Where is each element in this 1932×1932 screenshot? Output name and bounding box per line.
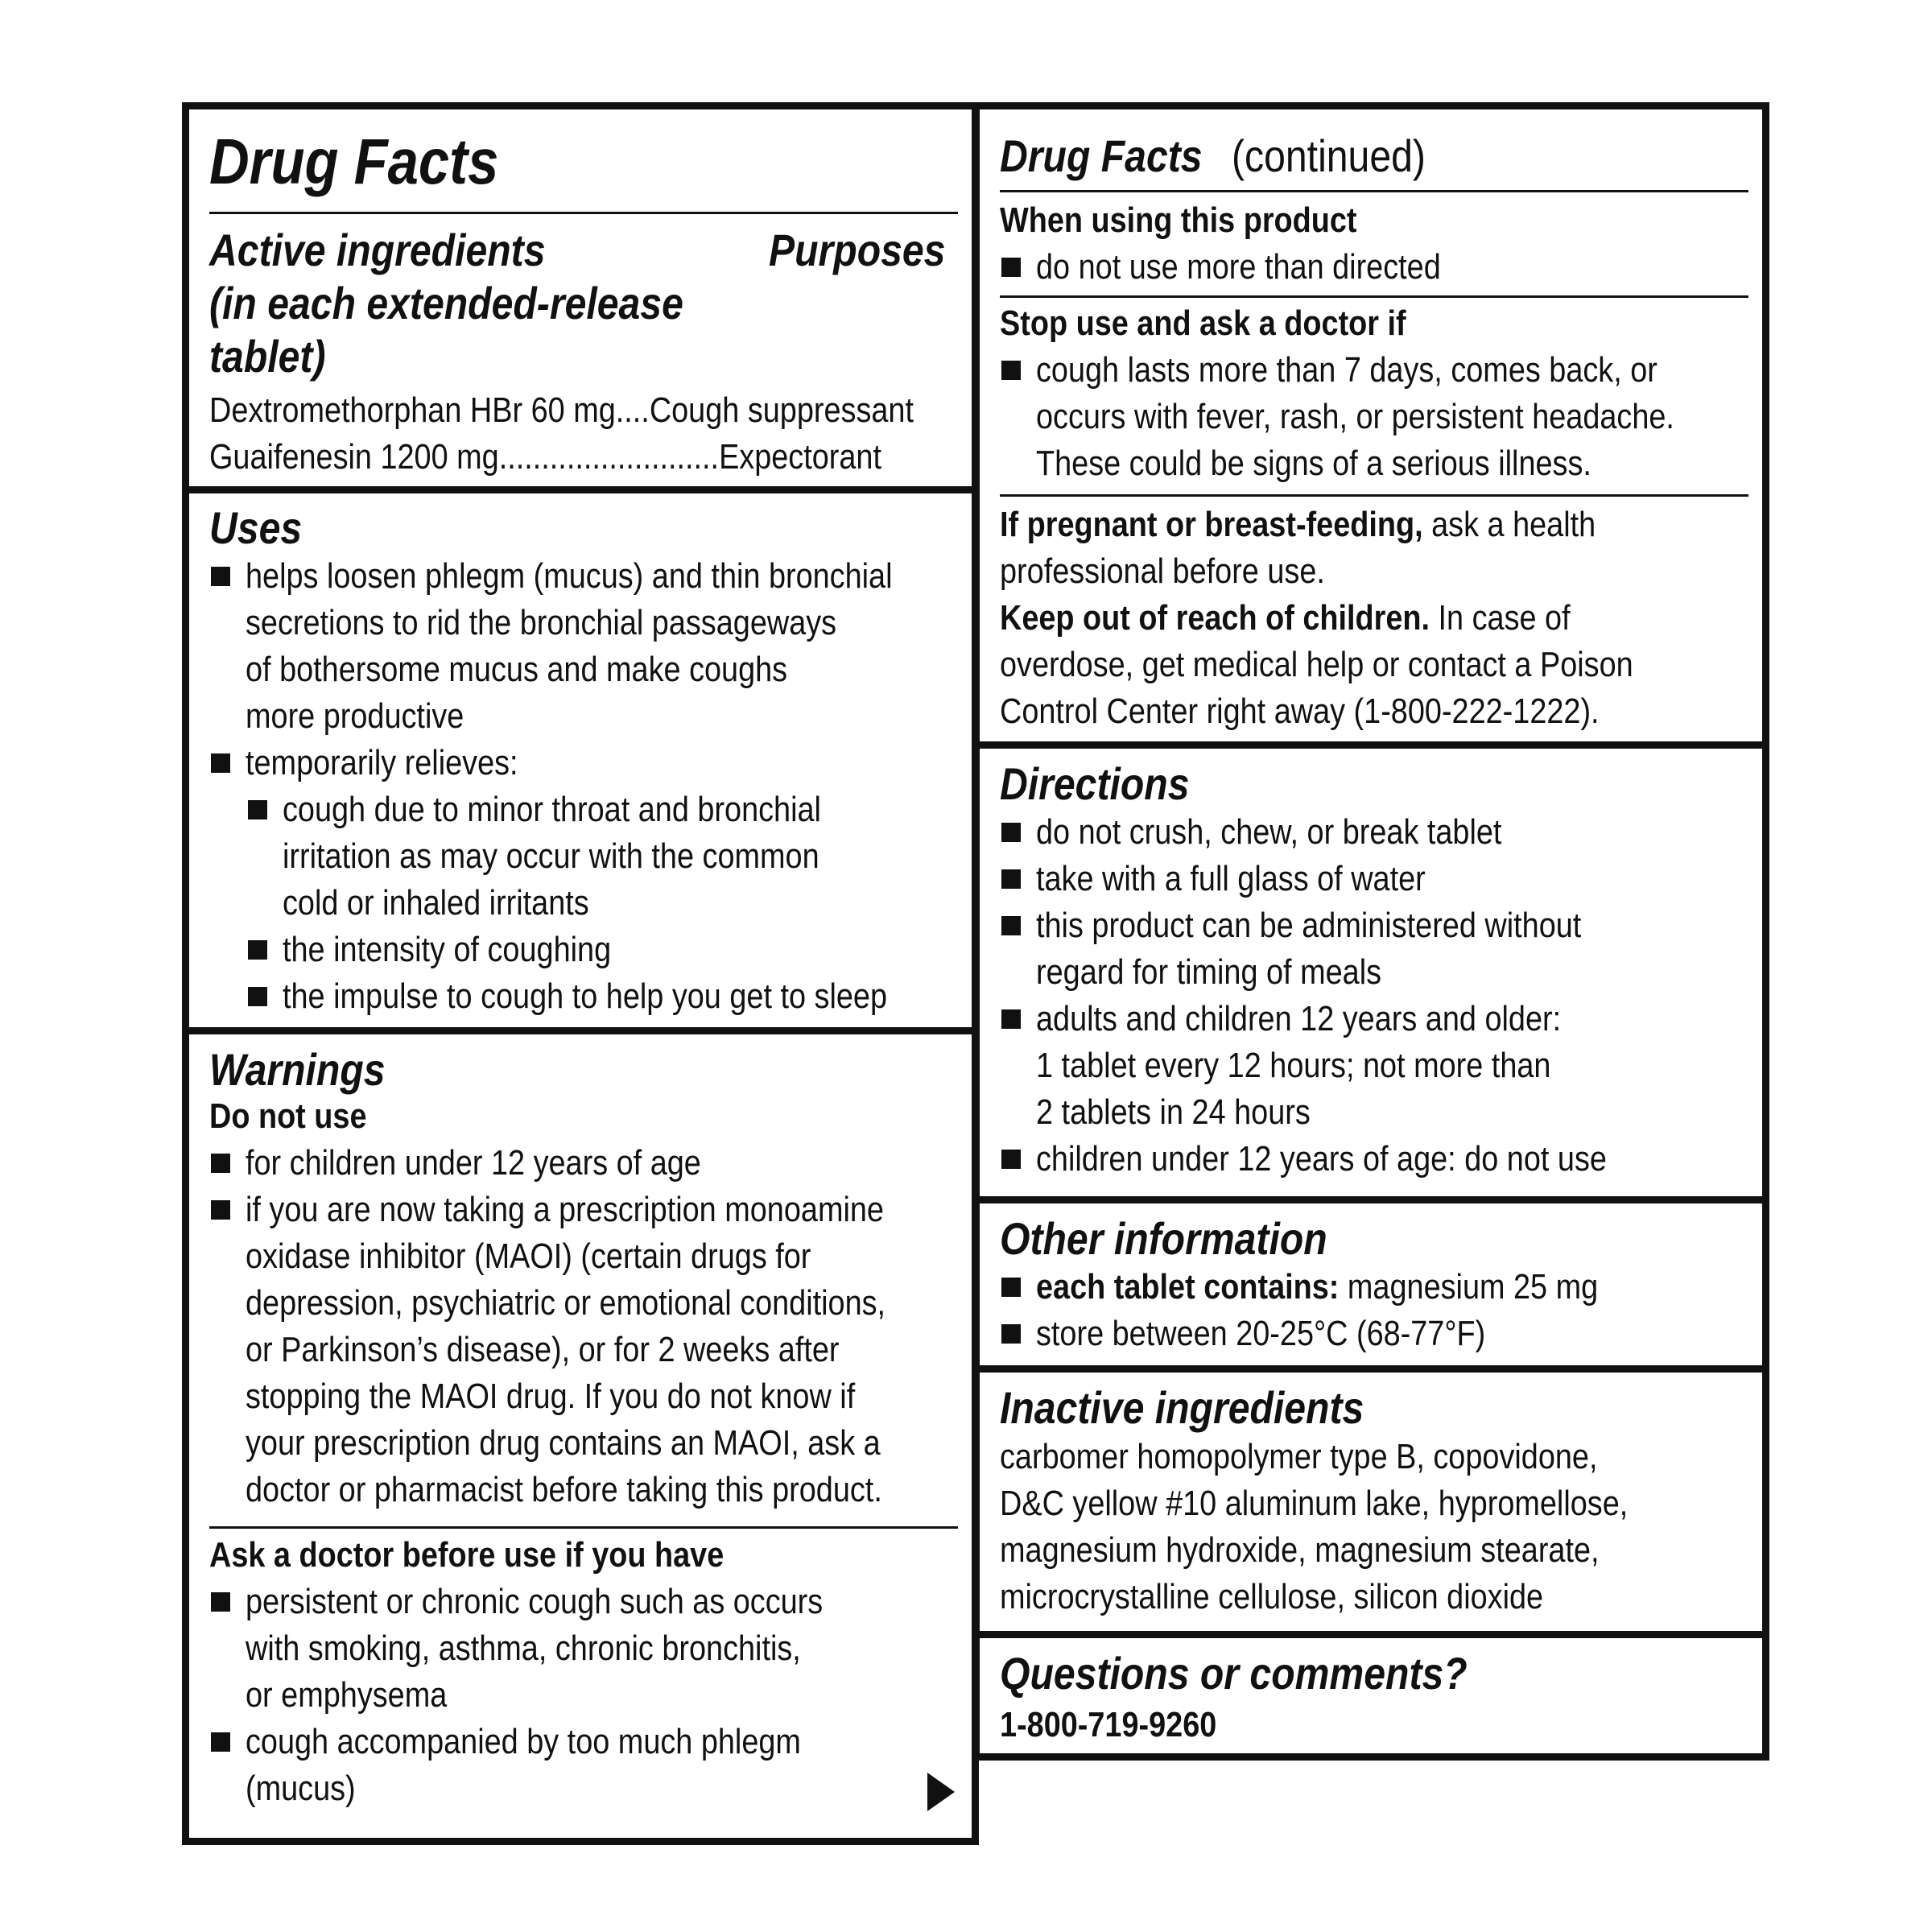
directions-line: this product can be administered without — [1036, 906, 1582, 945]
warnings-rule — [209, 1526, 958, 1529]
uses-line: cough due to minor throat and bronchial — [283, 790, 821, 829]
keep-out-text: In case of — [1430, 598, 1571, 638]
bullet-icon — [1001, 1009, 1021, 1029]
inactive-ingredients-line: D&C yellow #10 aluminum lake, hypromellose, — [1000, 1484, 1629, 1523]
bullet-icon — [1001, 1324, 1021, 1344]
inactive-ingredients-line: magnesium hydroxide, magnesium stearate, — [1000, 1530, 1600, 1570]
keep-out-line: overdose, get medical help or contact a Poison — [1000, 645, 1633, 684]
ask-doctor-line: (mucus) — [246, 1769, 356, 1808]
section-divider — [980, 1631, 1762, 1638]
bullet-icon — [1001, 916, 1021, 935]
bullet-icon — [248, 800, 267, 819]
warnings-line: for children under 12 years of age — [246, 1143, 701, 1183]
section-rule — [1000, 494, 1748, 497]
pregnant-bold: If pregnant or breast-feeding, — [1000, 505, 1423, 544]
uses-line: secretions to rid the bronchial passageways — [246, 603, 837, 642]
active-ingredients-subheading-2: tablet) — [209, 331, 326, 382]
stop-use-line: These could be signs of a serious illness. — [1036, 444, 1591, 483]
section-divider — [189, 1027, 972, 1034]
directions-line: regard for timing of meals — [1036, 952, 1382, 992]
bullet-icon — [211, 1592, 230, 1612]
active-ingredient-row: Guaifenesin 1200 mg..........................Expectorant — [209, 437, 881, 477]
bullet-icon — [211, 567, 230, 586]
bullet-icon — [211, 753, 230, 773]
directions-heading: Directions — [1000, 758, 1190, 809]
do-not-use-heading: Do not use — [209, 1096, 367, 1136]
ask-doctor-line: with smoking, asthma, chronic bronchitis, — [246, 1629, 801, 1668]
bullet-icon — [211, 1154, 230, 1173]
section-divider — [189, 486, 972, 493]
drug-facts-panel-right — [972, 102, 1769, 1761]
bullet-icon — [1001, 258, 1021, 277]
uses-line: temporarily relieves: — [246, 743, 518, 782]
uses-line: more productive — [246, 696, 464, 736]
drug-facts-panel-left — [182, 102, 979, 1845]
ask-doctor-line: persistent or chronic cough such as occurs — [246, 1582, 824, 1621]
warnings-line: stopping the MAOI drug. If you do not know if — [246, 1377, 856, 1416]
title-rule — [1000, 190, 1748, 192]
active-ingredient-row: Dextromethorphan HBr 60 mg....Cough suppressant — [209, 390, 914, 430]
section-divider — [980, 741, 1762, 749]
ask-doctor-line: or emphysema — [246, 1675, 448, 1715]
bullet-icon — [248, 940, 267, 960]
active-ingredients-heading: Active ingredients — [209, 225, 546, 275]
ask-doctor-heading: Ask a doctor before use if you have — [209, 1535, 724, 1575]
pregnant-warning — [1000, 502, 1596, 548]
uses-heading: Uses — [209, 502, 303, 553]
ask-doctor-line: cough accompanied by too much phlegm — [246, 1722, 801, 1761]
other-info-line: store between 20-25°C (68-77°F) — [1036, 1314, 1486, 1353]
continued-label: (continued) — [1232, 130, 1426, 181]
bullet-icon — [1001, 869, 1021, 889]
pregnant-text: ask a health — [1422, 505, 1596, 544]
uses-line: the intensity of coughing — [283, 930, 612, 969]
keep-out-bold: Keep out of reach of children. — [1000, 598, 1430, 638]
bullet-icon — [211, 1200, 230, 1220]
warnings-line: doctor or pharmacist before taking this product. — [246, 1470, 882, 1509]
pregnant-line: professional before use. — [1000, 551, 1325, 591]
warnings-heading: Warnings — [209, 1044, 386, 1095]
uses-line: irritation as may occur with the common — [283, 836, 819, 876]
questions-phone: 1-800-719-9260 — [1000, 1705, 1217, 1744]
uses-line: of bothersome mucus and make coughs — [246, 650, 788, 689]
keep-out-warning — [1000, 595, 1571, 642]
stop-use-heading: Stop use and ask a doctor if — [1000, 303, 1406, 343]
warnings-line: if you are now taking a prescription monoamine — [246, 1190, 884, 1229]
section-divider — [980, 1365, 1762, 1373]
directions-line: 2 tablets in 24 hours — [1036, 1092, 1311, 1132]
keep-out-line: Control Center right away (1-800-222-1222). — [1000, 691, 1600, 731]
bullet-icon — [1001, 823, 1021, 842]
drug-facts-title: Drug Facts — [209, 126, 499, 197]
active-ingredients-subheading: (in each extended-release — [209, 278, 683, 328]
when-using-heading: When using this product — [1000, 200, 1357, 240]
stop-use-line: cough lasts more than 7 days, comes back, or — [1036, 350, 1657, 390]
tablet-contains-bold: each tablet contains: — [1036, 1267, 1340, 1307]
other-info-heading: Other information — [1000, 1213, 1327, 1264]
bullet-icon — [248, 987, 267, 1006]
uses-line: cold or inhaled irritants — [283, 883, 589, 923]
other-info-line — [1036, 1264, 1598, 1311]
continue-arrow-icon — [927, 1773, 955, 1811]
inactive-ingredients-line: microcrystalline cellulose, silicon dioxide — [1000, 1577, 1544, 1616]
warnings-line: or Parkinson’s disease), or for 2 weeks after — [246, 1330, 840, 1369]
warnings-line: depression, psychiatric or emotional conditions, — [246, 1283, 886, 1323]
directions-line: adults and children 12 years and older: — [1036, 999, 1562, 1038]
bullet-icon — [211, 1732, 230, 1752]
section-rule — [1000, 295, 1748, 298]
bullet-icon — [1001, 361, 1021, 380]
directions-line: children under 12 years of age: do not use — [1036, 1139, 1607, 1179]
bullet-icon — [1001, 1278, 1021, 1297]
directions-line: 1 tablet every 12 hours; not more than — [1036, 1046, 1551, 1085]
directions-line: do not crush, chew, or break tablet — [1036, 812, 1502, 852]
uses-line: helps loosen phlegm (mucus) and thin bronchial — [246, 556, 893, 596]
title-rule — [209, 212, 958, 214]
questions-heading: Questions or comments? — [1000, 1648, 1468, 1699]
uses-line: the impulse to cough to help you get to sleep — [283, 976, 888, 1016]
inactive-ingredients-line: carbomer homopolymer type B, copovidone, — [1000, 1437, 1598, 1476]
directions-line: take with a full glass of water — [1036, 859, 1426, 898]
when-using-line: do not use more than directed — [1036, 247, 1441, 287]
purposes-heading: Purposes — [769, 225, 946, 275]
section-divider — [980, 1196, 1762, 1203]
warnings-line: oxidase inhibitor (MAOI) (certain drugs for — [246, 1236, 811, 1276]
warnings-line: your prescription drug contains an MAOI, ask a — [246, 1423, 881, 1463]
bullet-icon — [1001, 1150, 1021, 1169]
drug-facts-continued-title: Drug Facts — [1000, 130, 1203, 181]
tablet-contains-text: magnesium 25 mg — [1339, 1267, 1599, 1307]
stop-use-line: occurs with fever, rash, or persistent headache. — [1036, 397, 1674, 436]
inactive-ingredients-heading: Inactive ingredients — [1000, 1382, 1364, 1433]
